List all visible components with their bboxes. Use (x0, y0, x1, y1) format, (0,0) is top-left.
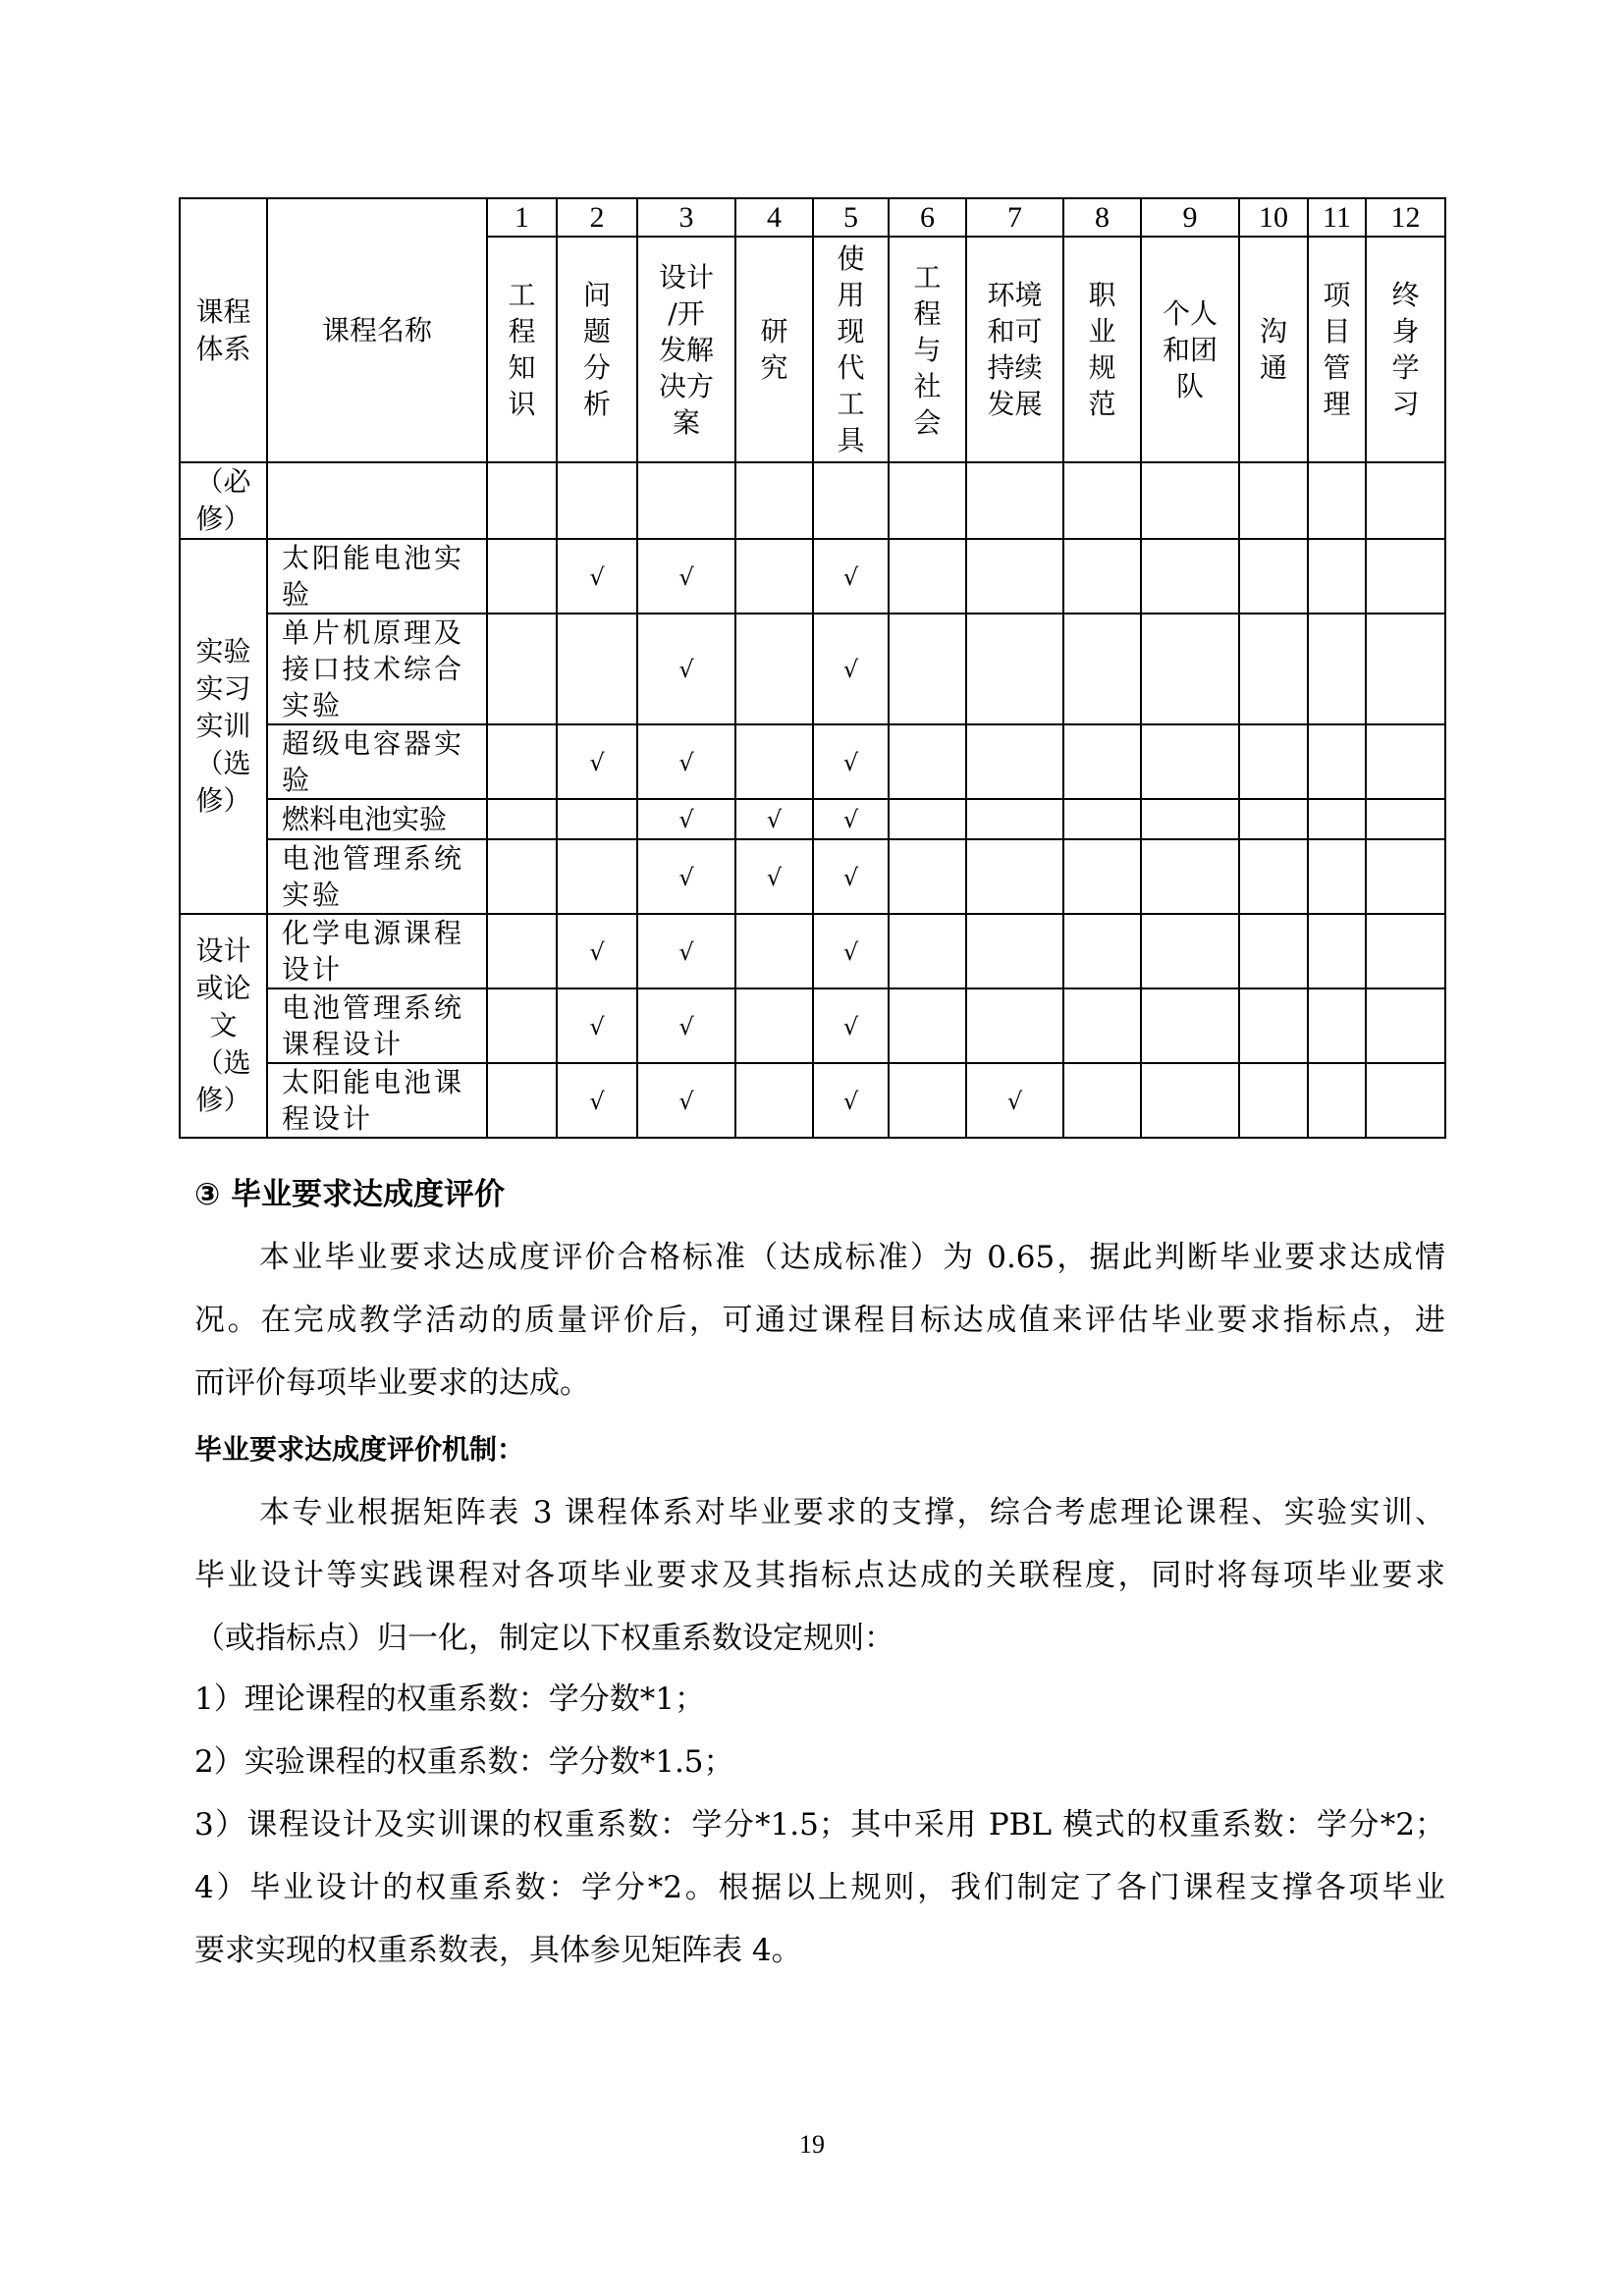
requirement-label: 环境 和可 持续 发展 (966, 237, 1063, 462)
table-row (180, 1063, 1445, 1138)
rule-item: 要求实现的权重系数表，具体参见矩阵表 4。 (194, 1933, 802, 1968)
course-system-cell: （必 修） (180, 462, 267, 539)
support-cell (1366, 614, 1445, 724)
support-cell (813, 914, 889, 988)
support-cell (557, 1063, 637, 1138)
support-cell (1063, 988, 1141, 1063)
course-name-cell: 单片机原理及接口技术综合实验 (267, 614, 487, 724)
requirement-label: 项 目 管 理 (1308, 237, 1366, 462)
check-mark-icon: √ (678, 1012, 694, 1041)
support-cell (966, 988, 1063, 1063)
support-cell (1239, 614, 1308, 724)
support-cell (1063, 839, 1141, 914)
course-name-cell (267, 462, 487, 539)
support-cell (637, 614, 735, 724)
support-cell (557, 914, 637, 988)
rule-item: 4）毕业设计的权重系数：学分*2。根据以上规则，我们制定了各门课程支撑各项毕业 (194, 1870, 1445, 1905)
requirement-label: 个人 和团 队 (1141, 237, 1239, 462)
support-cell (1063, 799, 1141, 839)
support-cell (487, 988, 557, 1063)
support-cell (889, 799, 966, 839)
support-cell (637, 462, 735, 539)
support-cell (735, 539, 813, 614)
support-cell (966, 724, 1063, 799)
support-cell (889, 462, 966, 539)
course-system-cell: 设计 或论 文 （选 修） (180, 914, 267, 1138)
check-mark-icon: √ (589, 1012, 605, 1041)
section-heading: ③ 毕业要求达成度评价 (194, 1177, 506, 1212)
support-cell (1308, 988, 1366, 1063)
support-cell (557, 614, 637, 724)
support-cell (1063, 1063, 1141, 1138)
support-cell (1141, 1063, 1239, 1138)
support-cell (1063, 462, 1141, 539)
support-cell (637, 724, 735, 799)
course-name-cell: 电池管理系统课程设计 (267, 988, 487, 1063)
rule-item: 1）理论课程的权重系数：学分数*1； (194, 1682, 705, 1717)
intro-line: 况。在完成教学活动的质量评价后，可通过课程目标达成值来评估毕业要求指标点，进 (194, 1303, 1445, 1338)
course-name-cell: 太阳能电池实验 (267, 539, 487, 614)
support-cell (1239, 839, 1308, 914)
support-cell (1366, 539, 1445, 614)
support-cell (637, 799, 735, 839)
support-cell (1141, 462, 1239, 539)
support-cell (735, 724, 813, 799)
support-cell (487, 1063, 557, 1138)
support-cell (813, 462, 889, 539)
support-cell (637, 1063, 735, 1138)
intro-paragraph (194, 1226, 1445, 1415)
support-cell (813, 614, 889, 724)
requirement-label: 问 题 分 析 (557, 237, 637, 462)
support-cell (1239, 462, 1308, 539)
support-cell (1239, 539, 1308, 614)
requirement-number: 5 (813, 198, 889, 237)
support-cell (735, 462, 813, 539)
check-mark-icon: √ (589, 937, 605, 966)
support-cell (487, 724, 557, 799)
course-name-cell: 超级电容器实验 (267, 724, 487, 799)
course-name-cell: 燃料电池实验 (267, 799, 487, 839)
table-row (180, 462, 1445, 539)
header-course-name: 课程名称 (267, 198, 487, 462)
support-cell (637, 839, 735, 914)
check-mark-icon: √ (842, 806, 859, 833)
support-cell (813, 988, 889, 1063)
support-cell (966, 839, 1063, 914)
check-mark-icon: √ (842, 863, 859, 891)
support-cell (1239, 1063, 1308, 1138)
check-mark-icon: √ (842, 748, 859, 776)
course-name-cell: 太阳能电池课程设计 (267, 1063, 487, 1138)
support-cell (1141, 724, 1239, 799)
support-cell (1366, 799, 1445, 839)
rule-item: 3）课程设计及实训课的权重系数：学分*1.5；其中采用 PBL 模式的权重系数：学分*2； (194, 1807, 1445, 1842)
header-number-row (180, 198, 1445, 237)
support-cell (813, 724, 889, 799)
requirement-number: 7 (966, 198, 1063, 237)
support-cell (889, 614, 966, 724)
support-cell (1308, 614, 1366, 724)
support-cell (1141, 839, 1239, 914)
support-cell (735, 914, 813, 988)
page-number: 19 (799, 2130, 825, 2159)
check-mark-icon: √ (842, 562, 859, 591)
mechanism-heading: 毕业要求达成度评价机制： (194, 1433, 525, 1466)
support-cell (889, 839, 966, 914)
requirement-number: 12 (1366, 198, 1445, 237)
support-cell (966, 614, 1063, 724)
intro-line: 而评价每项毕业要求的达成。 (194, 1365, 590, 1401)
check-mark-icon: √ (766, 863, 783, 891)
support-cell (1366, 462, 1445, 539)
support-cell (1308, 839, 1366, 914)
mechanism-line: 本专业根据矩阵表 3 课程体系对毕业要求的支撑，综合考虑理论课程、实验实训、 (259, 1495, 1445, 1530)
requirement-number: 8 (1063, 198, 1141, 237)
check-mark-icon: √ (678, 937, 694, 966)
table-row (180, 839, 1445, 914)
support-cell (1366, 724, 1445, 799)
support-cell (1063, 724, 1141, 799)
support-cell (889, 914, 966, 988)
check-mark-icon: √ (842, 937, 859, 966)
check-mark-icon: √ (766, 806, 783, 833)
support-cell (813, 1063, 889, 1138)
support-cell (1141, 539, 1239, 614)
support-cell (1308, 914, 1366, 988)
support-cell (1366, 1063, 1445, 1138)
check-mark-icon: √ (842, 656, 859, 683)
requirement-label: 设计 /开 发解 决方 案 (637, 237, 735, 462)
requirement-label: 职 业 规 范 (1063, 237, 1141, 462)
support-cell (1063, 614, 1141, 724)
check-mark-icon: √ (589, 748, 605, 776)
support-cell (813, 839, 889, 914)
support-cell (1366, 988, 1445, 1063)
support-cell (889, 988, 966, 1063)
support-cell (1239, 988, 1308, 1063)
mechanism-line: （或指标点）归一化，制定以下权重系数设定规则： (194, 1621, 894, 1656)
support-cell (813, 539, 889, 614)
check-mark-icon: √ (678, 656, 694, 683)
requirement-label: 使 用 现 代 工 具 (813, 237, 889, 462)
course-system-cell: 实验 实习 实训 （选 修） (180, 539, 267, 914)
support-cell (1063, 539, 1141, 614)
table-row (180, 539, 1445, 614)
check-mark-icon: √ (842, 1012, 859, 1041)
support-cell (1308, 799, 1366, 839)
support-cell (487, 539, 557, 614)
course-name-cell: 电池管理系统实验 (267, 839, 487, 914)
rule-item: 2）实验课程的权重系数：学分数*1.5； (194, 1744, 734, 1780)
support-cell (1308, 462, 1366, 539)
support-cell (1141, 914, 1239, 988)
course-name-cell: 化学电源课程设计 (267, 914, 487, 988)
support-cell (1239, 724, 1308, 799)
check-mark-icon: √ (1006, 1087, 1023, 1115)
support-cell (557, 724, 637, 799)
requirement-number: 1 (487, 198, 557, 237)
support-cell (557, 839, 637, 914)
support-cell (813, 799, 889, 839)
support-cell (1239, 799, 1308, 839)
requirement-number: 6 (889, 198, 966, 237)
check-mark-icon: √ (589, 1087, 605, 1115)
support-cell (966, 1063, 1063, 1138)
support-cell (1141, 988, 1239, 1063)
check-mark-icon: √ (678, 863, 694, 891)
table-row (180, 724, 1445, 799)
support-cell (557, 988, 637, 1063)
requirement-label: 研 究 (735, 237, 813, 462)
support-cell (637, 539, 735, 614)
support-cell (735, 839, 813, 914)
requirement-number: 11 (1308, 198, 1366, 237)
weight-rules-list (194, 1668, 1445, 1982)
table-row (180, 988, 1445, 1063)
support-cell (487, 839, 557, 914)
support-cell (487, 799, 557, 839)
requirement-number: 9 (1141, 198, 1239, 237)
support-cell (487, 462, 557, 539)
support-cell (1366, 839, 1445, 914)
support-cell (966, 539, 1063, 614)
support-cell (966, 462, 1063, 539)
table-row (180, 914, 1445, 988)
support-cell (889, 1063, 966, 1138)
support-cell (1141, 799, 1239, 839)
support-cell (735, 614, 813, 724)
support-cell (1366, 914, 1445, 988)
support-cell (889, 724, 966, 799)
requirement-label: 工 程 与 社 会 (889, 237, 966, 462)
support-cell (735, 799, 813, 839)
support-cell (1063, 914, 1141, 988)
requirement-number: 10 (1239, 198, 1308, 237)
support-cell (487, 614, 557, 724)
table-row (180, 799, 1445, 839)
requirement-label: 沟 通 (1239, 237, 1308, 462)
mechanism-paragraph (194, 1481, 1445, 1670)
support-cell (889, 539, 966, 614)
check-mark-icon: √ (678, 562, 694, 591)
curriculum-requirement-matrix (179, 197, 1446, 1139)
requirement-number: 4 (735, 198, 813, 237)
support-cell (557, 539, 637, 614)
header-course-system: 课程 体系 (180, 198, 267, 462)
support-cell (637, 988, 735, 1063)
support-cell (557, 799, 637, 839)
support-cell (487, 914, 557, 988)
support-cell (1308, 724, 1366, 799)
support-cell (1308, 539, 1366, 614)
requirement-number: 3 (637, 198, 735, 237)
requirement-label: 终 身 学 习 (1366, 237, 1445, 462)
check-mark-icon: √ (678, 806, 694, 833)
support-cell (735, 988, 813, 1063)
support-cell (966, 799, 1063, 839)
support-cell (637, 914, 735, 988)
requirement-label: 工 程 知 识 (487, 237, 557, 462)
support-cell (1141, 614, 1239, 724)
support-cell (735, 1063, 813, 1138)
requirement-number: 2 (557, 198, 637, 237)
support-cell (1308, 1063, 1366, 1138)
intro-line: 本业毕业要求达成度评价合格标准（达成标准）为 0.65，据此判断毕业要求达成情 (259, 1240, 1445, 1275)
check-mark-icon: √ (678, 1087, 694, 1115)
check-mark-icon: √ (842, 1087, 859, 1115)
check-mark-icon: √ (678, 748, 694, 776)
table-row (180, 614, 1445, 724)
mechanism-line: 毕业设计等实践课程对各项毕业要求及其指标点达成的关联程度，同时将每项毕业要求 (194, 1558, 1445, 1593)
check-mark-icon: √ (589, 562, 605, 591)
support-cell (557, 462, 637, 539)
support-cell (966, 914, 1063, 988)
support-cell (1239, 914, 1308, 988)
